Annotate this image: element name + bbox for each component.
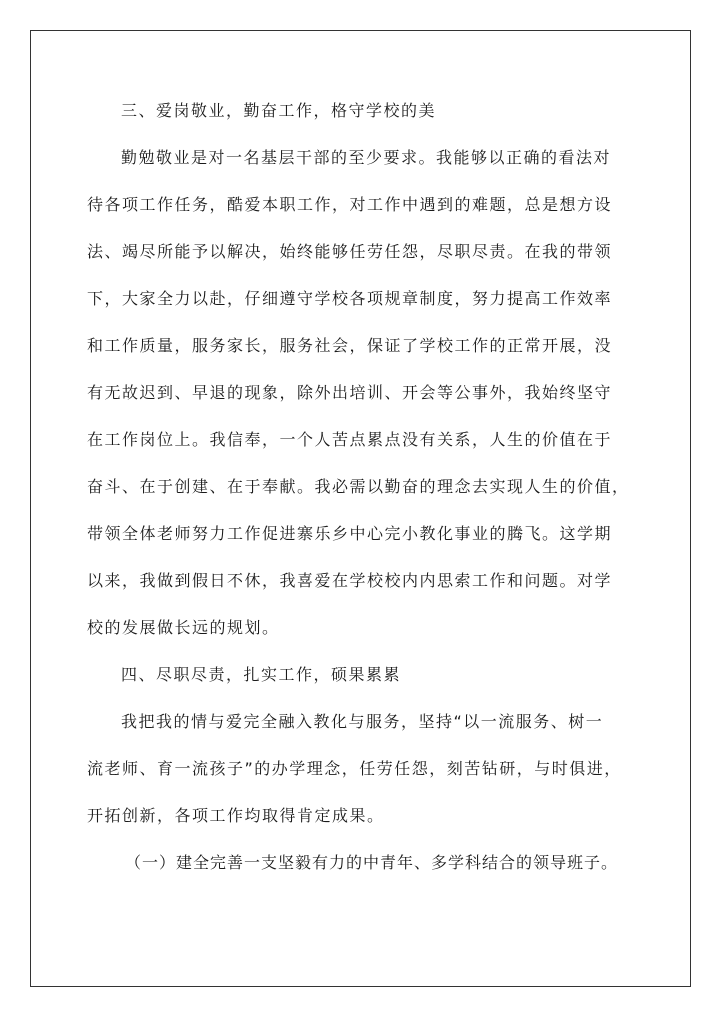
paragraph-line: 有无故迟到、早退的现象，除外出培训、开会等公事外，我始终坚守 <box>87 383 613 402</box>
paragraph-line: 我把我的情与爱完全融入教化与服务，坚持“以一流服务、树一 <box>121 712 604 731</box>
paragraph-line: 法、竭尽所能予以解决，始终能够任劳任怨，尽职尽责。在我的带领 <box>87 242 613 261</box>
paragraph-line: 勤勉敬业是对一名基层干部的至少要求。我能够以正确的看法对 <box>121 148 612 167</box>
paragraph-line: 和工作质量，服务家长，服务社会，保证了学校工作的正常开展，没 <box>87 336 613 355</box>
section-heading-4: 四、尽职尽责，扎实工作，硕果累累 <box>121 665 402 684</box>
paragraph-line: 下，大家全力以赴，仔细遵守学校各项规章制度，努力提高工作效率 <box>87 289 613 308</box>
paragraph-line: 校的发展做长远的规划。 <box>87 618 280 637</box>
page-border <box>30 30 691 987</box>
paragraph-line: 开拓创新，各项工作均取得肯定成果。 <box>87 806 385 825</box>
paragraph-line: 奋斗、在于创建、在于奉献。我必需以勤奋的理念去实现人生的价值， <box>87 477 630 496</box>
subsection-heading-1: （一）建全完善一支坚毅有力的中青年、多学科结合的领导班子。 <box>125 853 619 872</box>
paragraph-line: 流老师、育一流孩子”的办学理念，任劳任怨，刻苦钻研，与时俱进， <box>87 759 622 778</box>
paragraph-line: 待各项工作任务，酷爱本职工作，对工作中遇到的难题，总是想方设 <box>87 195 613 214</box>
paragraph-line: 带领全体老师努力工作促进寨乐乡中心完小教化事业的腾飞。这学期 <box>87 524 613 543</box>
paragraph-line: 在工作岗位上。我信奉，一个人苦点累点没有关系，人生的价值在于 <box>87 430 613 449</box>
section-heading-3: 三、爱岗敬业，勤奋工作，格守学校的美 <box>121 101 437 120</box>
paragraph-line: 以来，我做到假日不休，我喜爱在学校校内内思索工作和问题。对学 <box>87 571 613 590</box>
